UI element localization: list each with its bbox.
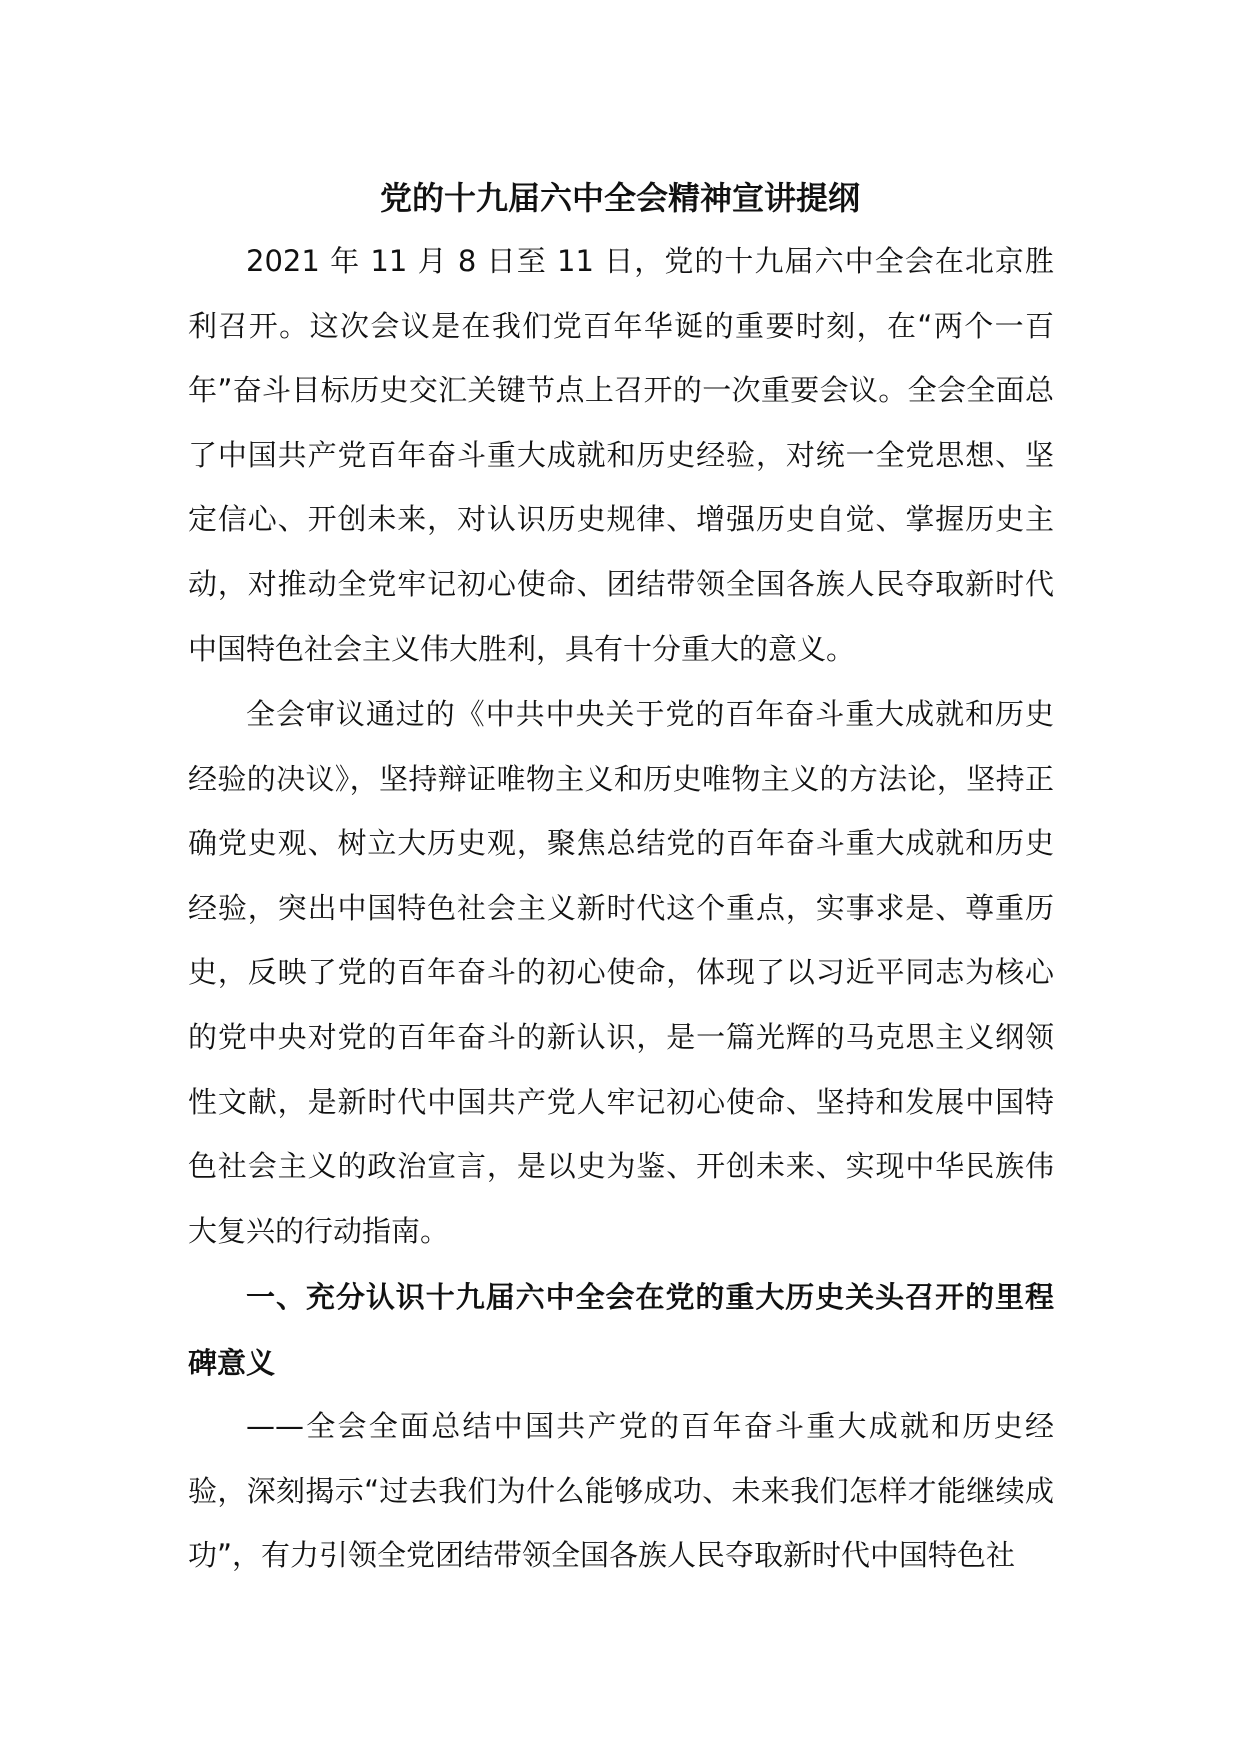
paragraph-resolution: 全会审议通过的《中共中央关于党的百年奋斗重大成就和历史经验的决议》，坚持辩证唯物主义和历史唯物主义的方法论，坚持正确党史观、树立大历史观，聚焦总结党的百年奋斗重大成就和历史经验，突出中国特色社会主义新时代这个重点，实事求是、尊重历史，反映了党的百年奋斗的初心使命，体现了以习近平同志为核心的党中央对党的百年奋斗的新认识，是一篇光辉的马克思主义纲领性文献，是新时代中国共产党人牢记初心使命、坚持和发展中国特色社会主义的政治宣言，是以史为鉴、开创未来、实现中华民族伟大复兴的行动指南。	[188, 697, 1054, 1248]
document-title: 党的十九届六中全会精神宣讲提纲	[379, 179, 860, 217]
paragraph-section-1: ——全会全面总结中国共产党的百年奋斗重大成就和历史经验，深刻揭示“过去我们为什么能够成功、未来我们怎样才能继续成功”，有力引领全党团结带领全国各族人民夺取新时代中国特色社	[188, 1409, 1054, 1573]
section-heading-1: 一、充分认识十九届六中全会在党的重大历史关头召开的里程碑意义	[188, 1280, 1054, 1380]
paragraph-intro: 2021 年 11 月 8 日至 11 日，党的十九届六中全会在北京胜利召开。这次会议是在我们党百年华诞的重要时刻，在“两个一百年”奋斗目标历史交汇关键节点上召开的一次重要会议。全会全面总了中国共产党百年奋斗重大成就和历史经验，对统一全党思想、坚定信心、开创未来，对认识历史规律、增强历史自觉、掌握历史主动，对推动全党牢记初心使命、团结带领全国各族人民夺取新时代中国特色社会主义伟大胜利，具有十分重大的意义。	[188, 244, 1054, 666]
